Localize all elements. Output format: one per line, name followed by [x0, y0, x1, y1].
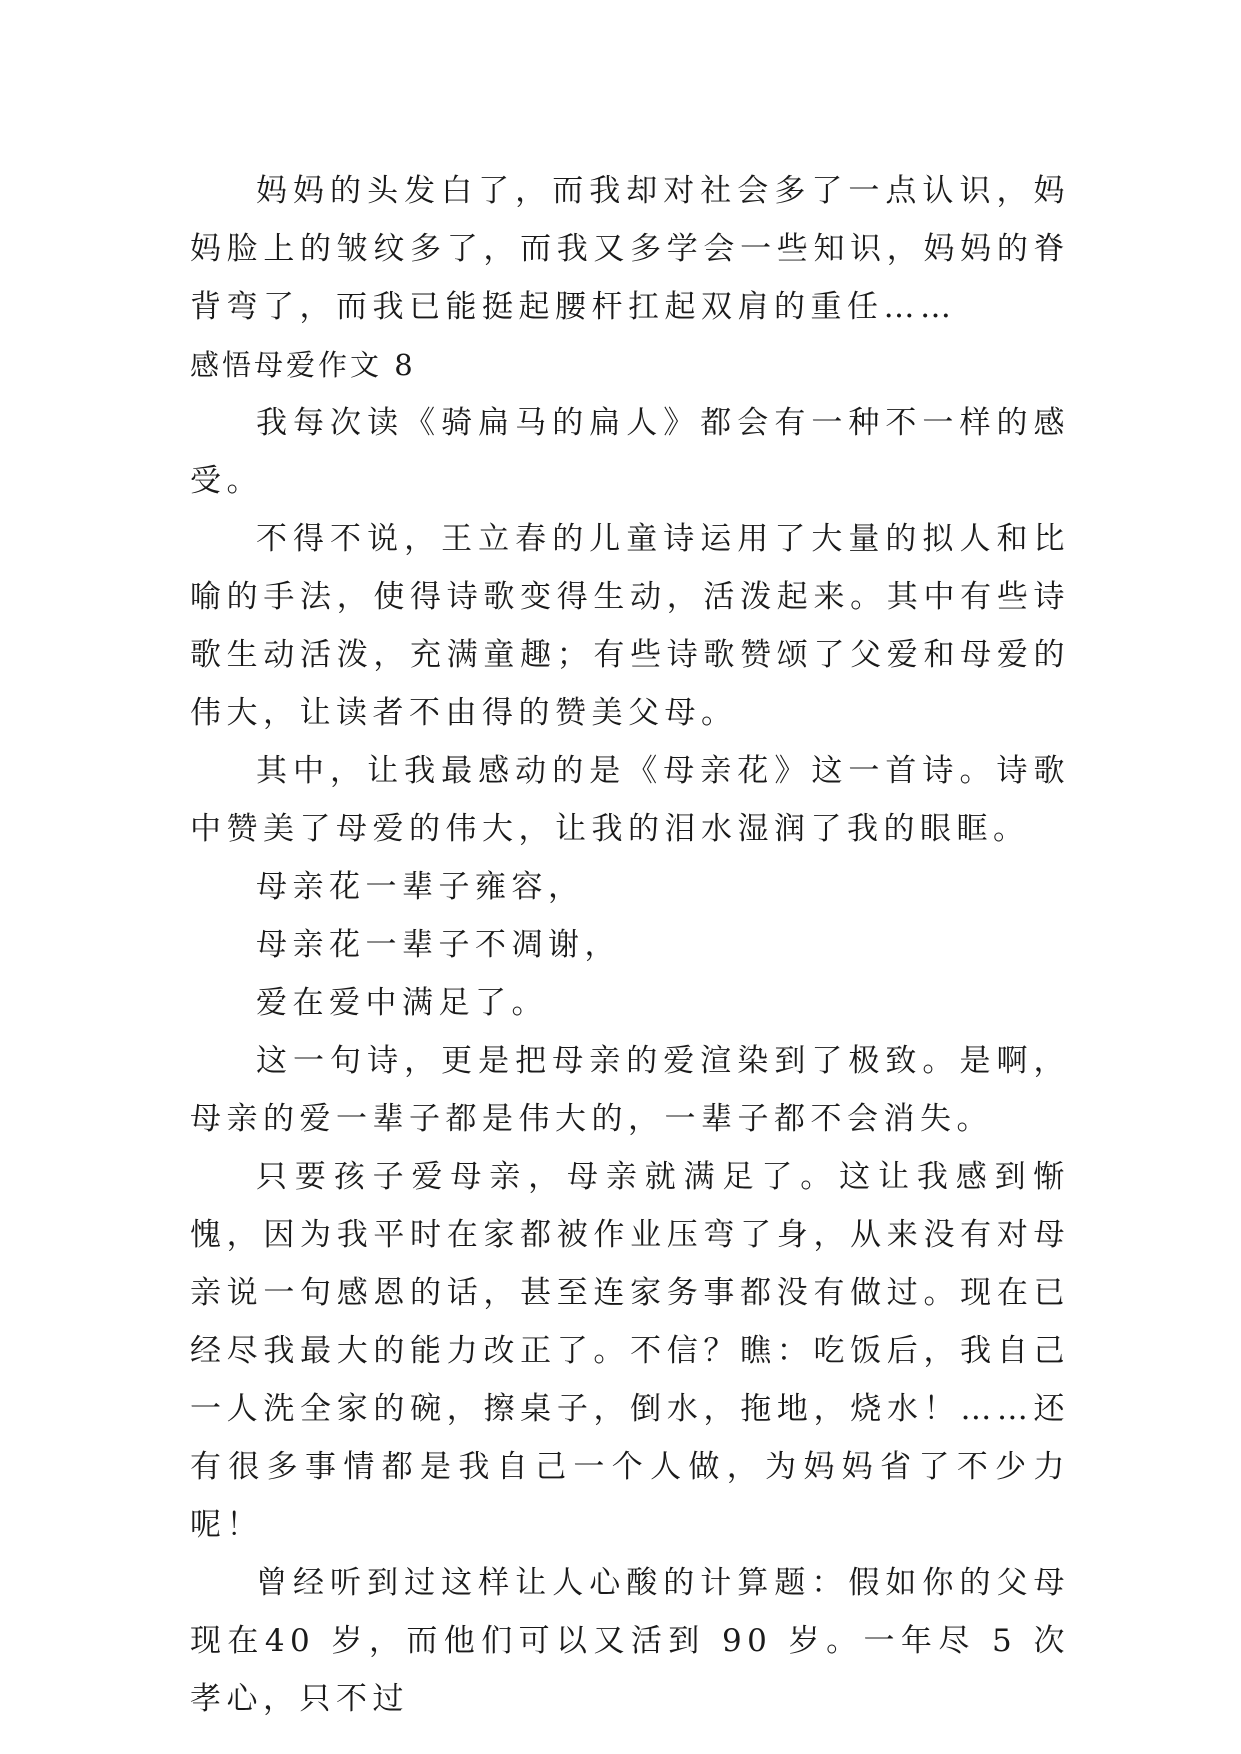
paragraph-1: 我每次读《骑扁马的扁人》都会有一种不一样的感受。	[190, 405, 1070, 499]
document-page	[190, 162, 1070, 1728]
paragraph-5: 只要孩子爱母亲，母亲就满足了。这让我感到惭愧，因为我平时在家都被作业压弯了身，从来没有对母亲说一句感恩的话，甚至连家务事都没有做过。现在已经尽我最大的能力改正了。不信？瞧：吃饭后，我自己一人洗全家的碗，擦桌子，倒水，拖地，烧水！……还有很多事情都是我自己一个人做，为妈妈省了不少力呢！	[190, 1159, 1070, 1543]
essay-heading: 感悟母爱作文 8	[190, 348, 416, 382]
poem-line-2: 母亲花一辈子不凋谢，	[256, 927, 621, 963]
paragraph-intro: 妈妈的头发白了，而我却对社会多了一点认识，妈妈脸上的皱纹多了，而我又多学会一些知识，妈妈的脊背弯了，而我已能挺起腰杆扛起双肩的重任……	[190, 173, 1070, 325]
paragraph-2: 不得不说，王立春的儿童诗运用了大量的拟人和比喻的手法，使得诗歌变得生动，活泼起来。其中有些诗歌生动活泼，充满童趣；有些诗歌赞颂了父爱和母爱的伟大，让读者不由得的赞美父母。	[190, 521, 1070, 731]
poem-line-1: 母亲花一辈子雍容，	[256, 869, 585, 905]
paragraph-3: 其中，让我最感动的是《母亲花》这一首诗。诗歌中赞美了母爱的伟大，让我的泪水湿润了我的眼眶。	[190, 753, 1070, 847]
paragraph-4: 这一句诗，更是把母亲的爱渲染到了极致。是啊，母亲的爱一辈子都是伟大的，一辈子都不会消失。	[190, 1043, 1070, 1137]
poem-line-3: 爱在爱中满足了。	[256, 985, 548, 1021]
paragraph-6: 曾经听到过这样让人心酸的计算题：假如你的父母现在40 岁，而他们可以又活到 90 岁。一年尽 5 次孝心，只不过	[190, 1565, 1070, 1717]
